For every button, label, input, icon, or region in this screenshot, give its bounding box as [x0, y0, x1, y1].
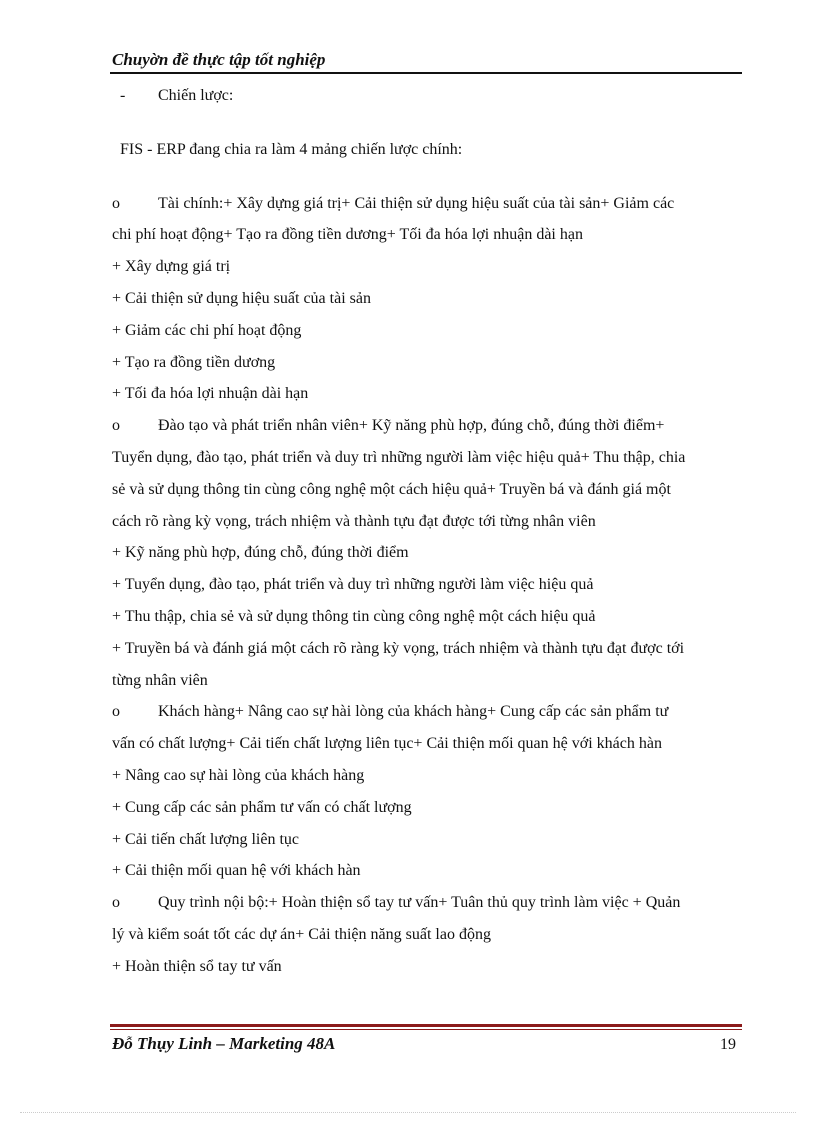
strategy-heading-text: Chiến lược: [158, 87, 234, 104]
list-item: + Xây dựng giá trị [112, 258, 231, 276]
bullet-marker: o [112, 417, 120, 435]
header-divider [110, 72, 742, 74]
page-number: 19 [720, 1036, 736, 1053]
dash-marker: - [120, 87, 126, 104]
bullet-marker: o [112, 894, 120, 912]
footer-divider-thin [110, 1029, 742, 1030]
list-item: + Hoàn thiện sổ tay tư vấn [112, 957, 282, 975]
section-training [112, 410, 742, 696]
list-item: + Thu thập, chia sẻ và sử dụng thông tin cùng công nghệ một cách hiệu quả [112, 607, 596, 625]
paragraph-line: sẻ và sử dụng thông tin cùng công nghệ một cách hiệu quả+ Truyền bá và đánh giá một [112, 480, 671, 498]
list-item: + Cung cấp các sản phẩm tư vấn có chất lượng [112, 798, 412, 816]
strategy-intro: FIS - ERP đang chia ra làm 4 mảng chiến lược chính: [120, 140, 463, 158]
list-item: + Cải thiện sử dụng hiệu suất của tài sản [112, 289, 371, 307]
header-title: Chuyờn đề thực tập tốt nghiệp [112, 50, 326, 69]
list-item: + Tạo ra đồng tiền dương [112, 353, 276, 371]
section-internal-process [112, 887, 742, 982]
bullet-marker: o [112, 703, 120, 721]
list-item: + Kỹ năng phù hợp, đúng chỗ, đúng thời điểm [112, 544, 409, 562]
list-item: + Cải thiện mối quan hệ với khách hàn [112, 862, 361, 880]
strategy-heading [112, 80, 742, 112]
list-item: + Tuyển dụng, đào tạo, phát triển và duy trì những người làm việc hiệu quả [112, 576, 594, 594]
paragraph-line: Đào tạo và phát triển nhân viên+ Kỹ năng phù hợp, đúng chỗ, đúng thời điểm+ [158, 417, 665, 435]
list-item: + Cải tiến chất lượng liên tục [112, 830, 299, 848]
paragraph-line: Khách hàng+ Nâng cao sự hài lòng của khách hàng+ Cung cấp các sản phẩm tư [158, 703, 669, 721]
paragraph-line: Tuyển dụng, đào tạo, phát triển và duy trì những người làm việc hiệu quả+ Thu thập, chia [112, 448, 686, 466]
document-body [112, 80, 742, 983]
paragraph-line: cách rõ ràng kỳ vọng, trách nhiệm và thành tựu đạt được tới từng nhân viên [112, 512, 596, 530]
section-customers [112, 696, 742, 887]
list-item: từng nhân viên [112, 671, 208, 689]
list-item: + Tối đa hóa lợi nhuận dài hạn [112, 385, 309, 403]
page-edge-dots [20, 1112, 796, 1113]
list-item: + Truyền bá và đánh giá một cách rõ ràng kỳ vọng, trách nhiệm và thành tựu đạt được tới [112, 639, 685, 657]
list-item: + Giảm các chi phí hoạt động [112, 321, 302, 339]
footer-divider [110, 1024, 742, 1027]
paragraph-line: chi phí hoạt động+ Tạo ra đồng tiền dương+ Tối đa hóa lợi nhuận dài hạn [112, 226, 583, 244]
paragraph-line: Tài chính:+ Xây dựng giá trị+ Cải thiện sử dụng hiệu suất của tài sản+ Giảm các [158, 194, 675, 212]
list-item: + Nâng cao sự hài lòng của khách hàng [112, 766, 365, 784]
section-finance [112, 188, 742, 411]
bullet-marker: o [112, 194, 120, 212]
paragraph-line: vấn có chất lượng+ Cải tiến chất lượng liên tục+ Cải thiện mối quan hệ với khách hàn [112, 735, 662, 753]
paragraph-line: lý và kiểm soát tốt các dự án+ Cải thiện năng suất lao động [112, 925, 491, 943]
footer-author: Đỗ Thụy Linh – Marketing 48A [112, 1034, 336, 1053]
paragraph-line: Quy trình nội bộ:+ Hoàn thiện sổ tay tư vấn+ Tuân thủ quy trình làm việc + Quản [158, 894, 681, 912]
